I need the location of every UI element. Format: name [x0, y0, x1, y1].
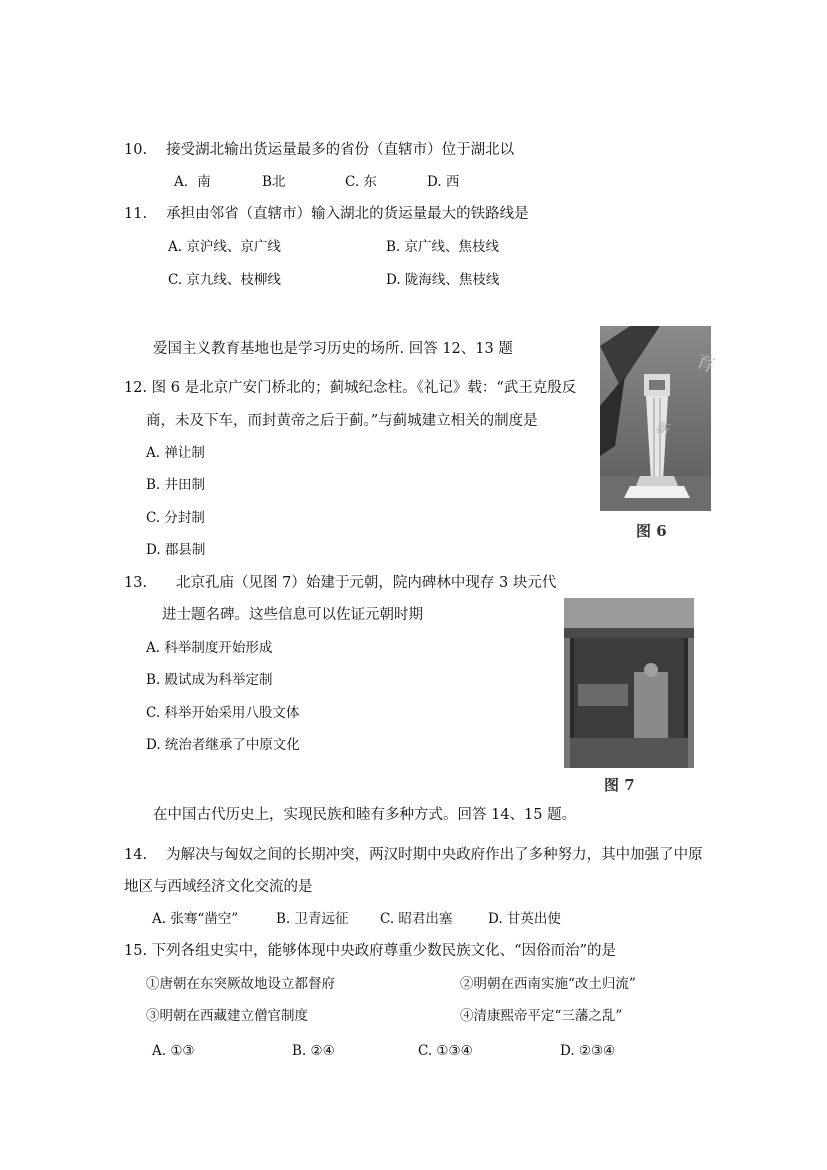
section-intro-12-13: 爱国主义教育基地也是学习历史的场所. 回答 12、13 题 [153, 341, 513, 357]
q12-option-d: D. 郡县制 [146, 542, 206, 558]
q15-item-4: ④清康熙帝平定“三藩之乱” [460, 1008, 623, 1024]
q14-stem-line2: 地区与西域经济文化交流的是 [124, 879, 313, 895]
q15-item-2: ②明朝在西南实施“改土归流” [460, 976, 636, 992]
svg-text:新: 新 [653, 419, 673, 440]
figure-6-caption: 图 6 [636, 522, 667, 540]
q15-option-a: A. ①③ [152, 1043, 195, 1059]
q13-option-a: A. 科举制度开始形成 [146, 640, 273, 656]
q15-item-3: ③明朝在西藏建立僧官制度 [146, 1008, 308, 1024]
q11-option-b: B. 京广线、焦枝线 [386, 239, 500, 255]
q13-stem-line1: 13. 北京孔庙（见图 7）始建于元朝，院内碑林中现存 3 块元代 [124, 575, 557, 591]
q14-option-d: D. 甘英出使 [488, 911, 561, 927]
q11-option-c: C. 京九线、枝柳线 [168, 272, 281, 288]
q11-option-a: A. 京沪线、京广线 [168, 239, 281, 255]
q13-option-b: B. 殿试成为科举定制 [146, 672, 273, 688]
figure-7-caption: 图 7 [604, 776, 635, 794]
q10-option-c: C. 东 [345, 174, 377, 190]
q12-option-b: B. 井田制 [146, 477, 206, 493]
q15-item-1: ①唐朝在东突厥故地设立都督府 [146, 976, 335, 992]
q10-option-d: D. 西 [427, 174, 460, 190]
section-intro-14-15: 在中国古代历史上，实现民族和睦有多种方式。回答 14、15 题。 [153, 807, 577, 823]
svg-text:育: 育 [693, 350, 718, 377]
q15-stem: 15. 下列各组史实中，能够体现中央政府尊重少数民族文化、“因俗而治”的是 [124, 943, 616, 959]
figure-7-photo [564, 598, 694, 768]
q15-option-c: C. ①③④ [418, 1043, 473, 1059]
q13-option-d: D. 统治者继承了中原文化 [146, 737, 300, 753]
q15-option-b: B. ②④ [292, 1043, 335, 1059]
memorial-pillar-image [600, 326, 718, 511]
confucius-temple-image [564, 598, 694, 768]
q11-stem: 11. 承担由邻省（直辖市）输入湖北的货运量最大的铁路线是 [124, 206, 529, 222]
q12-option-a: A. 禅让制 [146, 445, 205, 461]
q12-stem-line2: 商，未及下车，而封黄帝之后于蓟。”与蓟城建立相关的制度是 [146, 413, 538, 429]
q14-option-a: A. 张骞“凿空” [152, 911, 239, 927]
q13-option-c: C. 科举开始采用八股文体 [146, 705, 300, 721]
q13-stem-line2: 进士题名碑。这些信息可以佐证元朝时期 [162, 607, 423, 623]
q14-option-b: B. 卫青远征 [276, 911, 349, 927]
figure-6-photo [600, 326, 718, 511]
q11-option-d: D. 陇海线、焦枝线 [386, 272, 500, 288]
q14-stem-line1: 14. 为解决与匈奴之间的长期冲突，两汉时期中央政府作出了多种努力，其中加强了中原 [124, 847, 703, 863]
q15-option-d: D. ②③④ [560, 1043, 616, 1059]
q10-option-a: A．南 [174, 174, 211, 190]
q10-option-b: B北 [262, 174, 286, 190]
q10-stem: 10. 接受湖北输出货运量最多的省份（直辖市）位于湖北以 [124, 142, 515, 158]
q14-option-c: C. 昭君出塞 [380, 911, 453, 927]
q12-stem-line1: 12. 图 6 是北京广安门桥北的；蓟城纪念柱。《礼记》载：“武王克殷反 [124, 380, 577, 396]
q12-option-c: C. 分封制 [146, 510, 205, 526]
